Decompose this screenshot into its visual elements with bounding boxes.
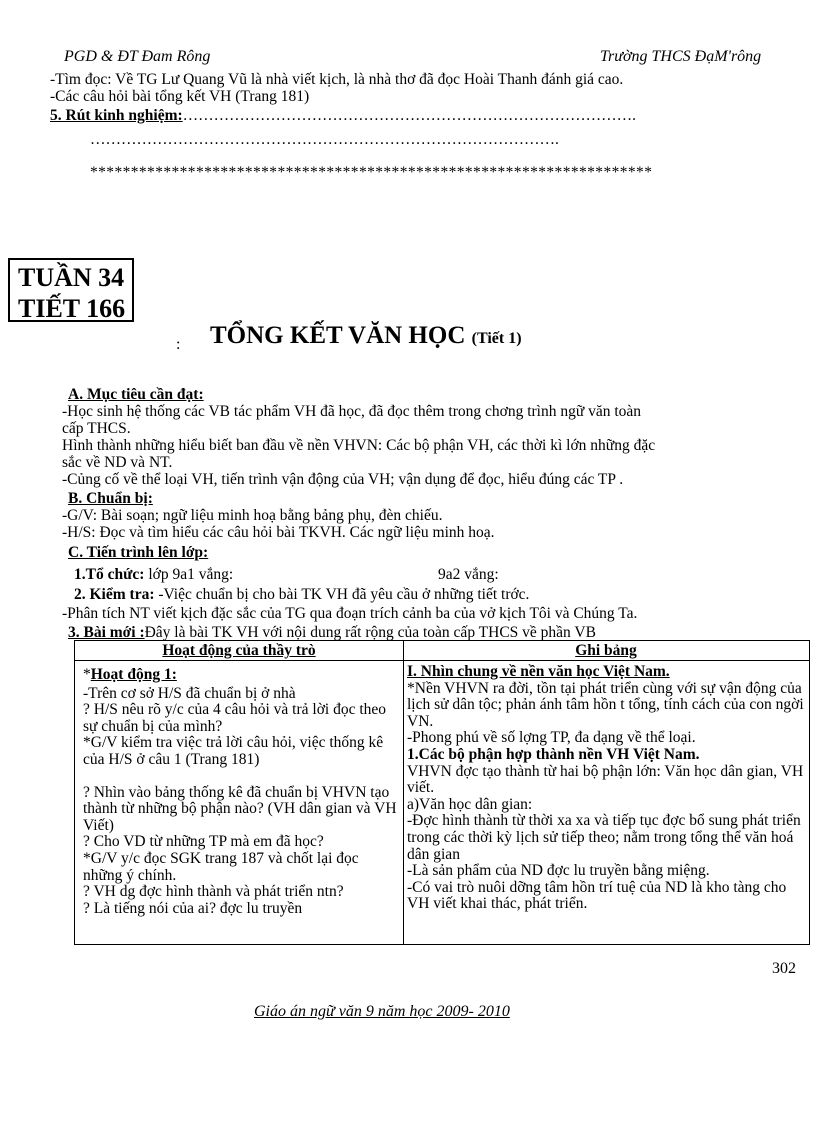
activity-heading: Hoạt động 1: [90, 666, 177, 683]
to-chuc-text-2: 9a2 vắng: [438, 566, 499, 583]
section-a-line-1: -Học sinh hệ thống các VB tác phẩm VH đã học, đã đọc thêm trong chơng trình ngữ văn toàn [62, 403, 642, 420]
section-a-line-4: sắc về ND và NT. [62, 454, 173, 471]
section-c-label: C. Tiến trình lên lớp: [68, 544, 209, 561]
left-line: ? VH dg đợc hình thành và phát triển ntn? [83, 883, 344, 901]
period-label: TIẾT 166 [18, 294, 126, 323]
left-column-header: Hoạt động của thầy trò [75, 641, 403, 661]
left-line: ? H/S nêu rõ y/c của 4 câu hỏi và trả lời đọc theo sự chuẩn bị của mình? [83, 701, 387, 735]
board-notes-column [403, 641, 809, 944]
to-chuc-text: lớp 9a1 vắng: [148, 566, 234, 583]
rut-kinh-nghiem-dots: ……………………………………………………………………………. [182, 107, 637, 124]
title-colon: : [176, 336, 181, 353]
section-a-line-5: -Củng cố về thể loại VH, tiến trình vận động của VH; vận dụng để đọc, hiểu đúng các TP . [62, 471, 624, 488]
bai-moi-label: 3. Bài mới : [68, 624, 145, 641]
left-line: ? Cho VD từ những TP mà em đã học? [83, 833, 324, 851]
left-line: *G/V kiểm tra việc trả lời câu hỏi, việc thống kê của H/S ở câu 1 (Trang 181) [83, 734, 384, 768]
left-line: *G/V y/c đọc SGK trang 187 và chốt lại đọc những ý chính. [83, 849, 359, 884]
kiem-tra-text: -Việc chuẩn bị cho bài TK VH đã yêu cầu ở những tiết trớc. [154, 586, 530, 603]
right-line: -Đợc hình thành từ thời xa xa và tiếp tục đợc bổ sung phát triển trong các thời kỳ lịch sử tiếp theo; nằm trong tổng thể văn hoá dân gian [407, 812, 801, 863]
bai-moi-row [68, 624, 596, 641]
lesson-table [74, 640, 810, 945]
left-line: ? Là tiếng nói của ai? đợc lu truyền [83, 899, 303, 917]
section-a-heading [68, 386, 204, 403]
to-chuc-label: 1.Tổ chức: [74, 566, 145, 583]
section-b-line-1: -G/V: Bài soạn; ngữ liệu minh hoạ bằng bảng phụ, đèn chiếu. [62, 507, 443, 524]
teacher-student-column [75, 641, 404, 944]
rut-kinh-nghiem [50, 107, 636, 124]
footer: Giáo án ngữ văn 9 năm học 2009- 2010 [254, 1003, 510, 1020]
right-line: VHVN đợc tạo thành từ hai bộ phận lớn: Văn học dân gian, VH viết. [407, 762, 804, 797]
week-box [8, 258, 134, 322]
page-title-main: TỔNG KẾT VĂN HỌC [210, 322, 466, 349]
right-subheading: 1.Các bộ phận hợp thành nền VH Việt Nam. [407, 745, 700, 763]
section-a-line-3: Hình thành những hiểu biết ban đầu về nền VHVN: Các bộ phận VH, các thời kì lớn những đặc [62, 437, 656, 454]
to-chuc-row [74, 566, 233, 583]
section-a-label: A. Mục tiêu cần đạt: [68, 386, 204, 403]
right-column-content [403, 661, 809, 913]
left-column-content: *Hoạt động 1: -Trên cơ sở H/S đã chuẩn bị ở nhà ? H/S nêu rõ y/c của 4 câu hỏi và trả lời đọc theo sự chuẩn bị của mình? *G/V kiểm tra việc trả lời câu hỏi, việc thống kê của H/S ở câu 1 (Trang 181) ? Nhìn vào bảng thống kê đã chuẩn bị VHVN tạo thành từ những bộ phận nào? (VH dân gian và VH Viết) ? Cho VD từ những TP mà em đã học? *G/V y/c đọc SGK trang 187 và chốt lại đọc những ý chính. ? VH dg đợc hình thành và phát triển ntn? ? Là tiếng nói của ai? đợc lu truyền [75, 661, 403, 917]
week-label: TUẦN 34 [18, 263, 125, 292]
section-b-label: B. Chuẩn bị: [68, 490, 153, 507]
header-right: Trường THCS ĐạM'rông [600, 48, 762, 65]
section-a-line-2: cấp THCS. [62, 420, 131, 437]
right-line: -Phong phú về số lợng TP, đa dạng về thể loại. [407, 729, 696, 747]
intro-line-1: -Tìm đọc: Về TG Lư Quang Vũ là nhà viết kịch, là nhà thơ đã đọc Hoài Thanh đánh giá cao. [50, 71, 624, 88]
page-title-sub: (Tiết 1) [471, 330, 522, 347]
left-line: -Trên cơ sở H/S đã chuẩn bị ở nhà [83, 684, 296, 702]
rut-kinh-nghiem-label: 5. Rút kinh nghiệm: [50, 107, 183, 124]
page-title [210, 322, 522, 350]
section-c-heading [68, 544, 208, 561]
right-line: -Có vai trò nuôi dỡng tâm hồn trí tuệ của ND là kho tàng cho VH viết khai thác, phát triển. [407, 878, 787, 913]
left-line: ? Nhìn vào bảng thống kê đã chuẩn bị VHVN tạo thành từ những bộ phận nào? (VH dân gian và VH Viết) [83, 783, 397, 834]
right-line: *Nền VHVN ra đời, tồn tại phát triển cùng với sự vận động của lịch sử dân tộc; phản ánh tâm hồn t tổng, tính cách của con ngời VN. [407, 679, 804, 730]
header-left: PGD & ĐT Đam Rông [64, 48, 211, 65]
right-line: a)Văn học dân gian: [407, 795, 533, 813]
right-line: -Là sản phẩm của ND đợc lu truyền bằng miệng. [407, 862, 710, 880]
kiem-tra-label: 2. Kiểm tra: [74, 586, 155, 603]
rut-kinh-nghiem-dots-2: ………………………………………………………………………………. [90, 131, 559, 148]
kiem-tra-line-2: -Phân tích NT viết kịch đặc sắc của TG qua đoạn trích cảnh ba của vở kịch Tôi và Chúng Ta. [62, 605, 638, 622]
section-b-line-2: -H/S: Đọc và tìm hiểu các câu hỏi bài TKVH. Các ngữ liệu minh hoạ. [62, 524, 495, 541]
intro-line-2: -Các câu hỏi bài tổng kết VH (Trang 181) [50, 88, 310, 105]
right-column-header: Ghi bảng [403, 641, 809, 661]
star-divider: ********************************************************************* [90, 164, 653, 181]
page-number: 302 [772, 960, 796, 977]
section-b-heading [68, 490, 153, 507]
bai-moi-text: Đây là bài TK VH với nội dung rất rộng của toàn cấp THCS về phần VB [144, 624, 596, 641]
right-heading: I. Nhìn chung về nền văn học Việt Nam. [407, 663, 670, 680]
kiem-tra-row [74, 586, 529, 603]
